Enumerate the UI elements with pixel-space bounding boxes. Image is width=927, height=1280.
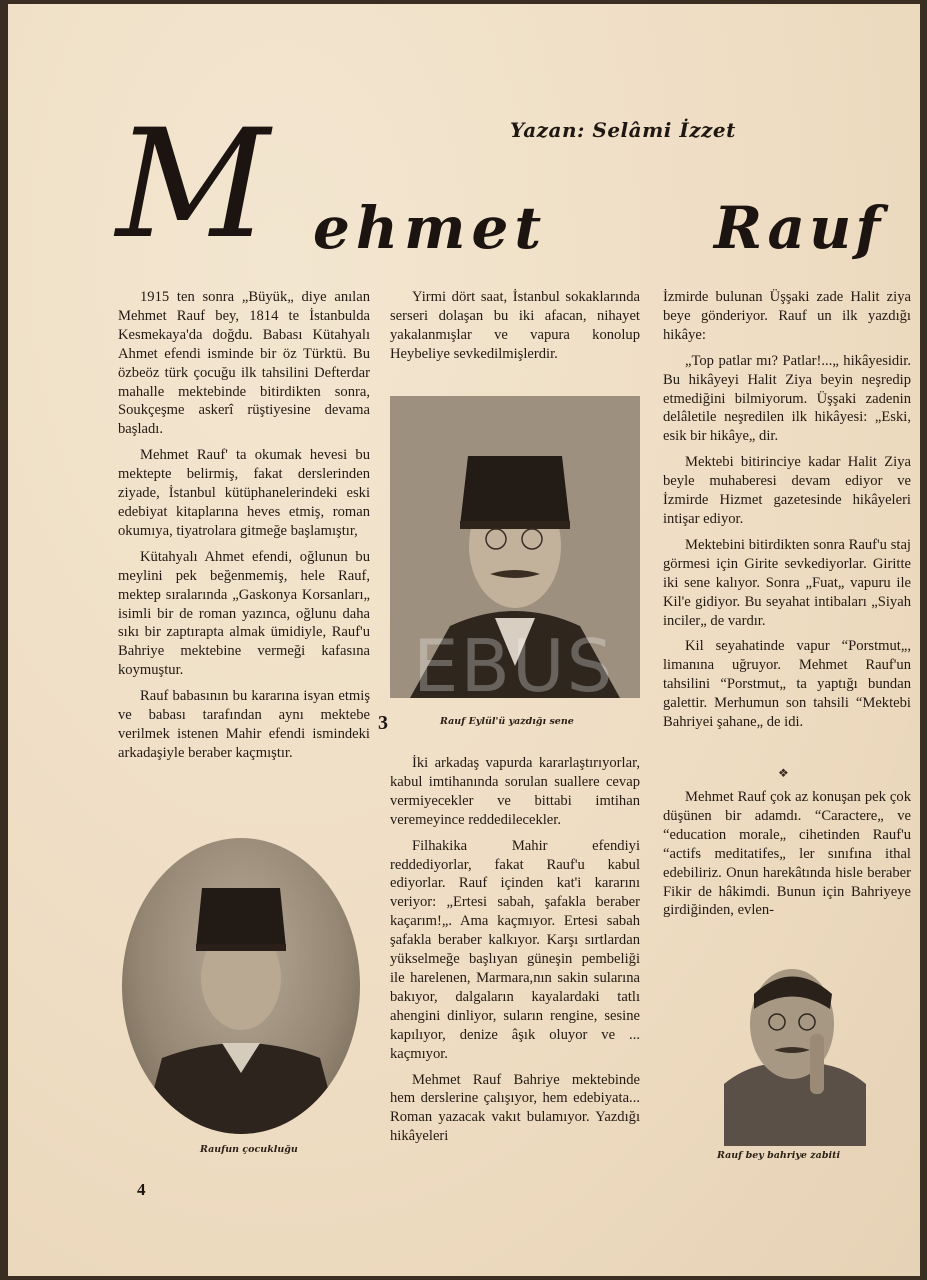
paragraph: Mektebi bitirinciye kadar Halit Ziya beyle muhaberesi devam ediyor ve İzmirde Hizmet gazetesinde hikâyeleri intişar ediyor.: [663, 454, 911, 527]
column-3-top: [663, 288, 911, 739]
officer-figure: [714, 954, 876, 1146]
page-number: 4: [137, 1180, 146, 1199]
childhood-photo: [122, 838, 360, 1134]
paragraph: „Top patlar mı? Patlar!...„ hikâyesidir. Bu hikâyeyi Halit Ziya beyin neşredip etmediğini bilmiyorum. Üşşaki zadenin delâletile neşredilen ilk hikâyesi: „Eski, esik bir hikâye„ dir.: [663, 352, 911, 445]
paragraph: Kütahyalı Ahmet efendi, oğlunun bu meylini pek beğenmemiş, hele Rauf, mektep sıralarında „Gaskonya Korsanları„ isimli bir de roman yazınca, oğlunu daha sıkı bir zaptırapta almak ümidiyle, Rauf'u Bahriye mektebine vermeği kafasına koymuştur.: [118, 548, 370, 679]
paragraph: Mehmet Rauf çok az konuşan pek çok düşünen bir adamdı. “Caractere„ ve “education morale„ cihetinden Rauf'u “actifs meditatifes„ ler sınıfına ithal edebiliriz. Onun harekâtında hisle beraber Fikir de hâkimdi. Bunun için Bahriyeye girdiğinden, evlen-: [663, 789, 911, 919]
column-3-bottom: [663, 788, 911, 927]
magazine-page: [8, 4, 920, 1276]
paragraph: İki arkadaş vapurda kararlaştırıyorlar, kabul imtihanında sorulan suallere cevap vermiyecekler ve bittabi imtihan veremeyince reddedilecekler.: [390, 755, 640, 828]
margin-mark: 3: [378, 712, 388, 734]
caption-navy-photo: Rauf bey bahriye zabiti: [717, 1150, 841, 1161]
caption-main-photo: Rauf Eylül'ü yazdığı sene: [440, 716, 574, 727]
caption-child-photo: Raufun çocukluğu: [200, 1144, 298, 1155]
paragraph: Mektebini bitirdikten sonra Rauf'u staj görmesi için Girite sevkediyorlar. Giritte iki sene kalıyor. Sonra „Fuat„ vapuru ile Kil'e gidiyor. Bu seyahat intibaları „Siyah inciler„ de vardır.: [663, 536, 911, 629]
navy-officer-photo: [714, 954, 876, 1146]
column-1: [118, 288, 370, 770]
paragraph: 1915 ten sonra „Büyük„ diye anılan Mehmet Rauf bey, 1814 te İstanbulda Kesmekaya'da doğdu. Babası Kütahyalı Ahmet efendi isminde bir öz Türktü. Bu özbeöz türk çocuğu ilk tahsilini Defterdar mahalle mektebinde bitirdikten sonra, Soukçeşme askerî rüştiyesine devama başladı.: [118, 289, 370, 438]
child-figure: [122, 838, 360, 1134]
paragraph: Mehmet Rauf Bahriye mektebinde hem derslerine çalışıyor, hem edebiyata... Roman yazacak vakıt bulamıyor. Yazdığı hikâyeleri: [390, 1071, 640, 1145]
column-2-bottom: [390, 754, 640, 1153]
paragraph: Kil seyahatinde vapur “Porstmut„, limanına uğruyor. Mehmet Rauf'un tahsilini “Porstmut„ ta yaptığı bundan galettir. Merhumun son tahsili “Mektebi Bahriyei şahane„ de idi.: [663, 638, 911, 731]
paragraph: Yirmi dört saat, İstanbul sokaklarında serseri dolaşan bu iki afacan, nihayet yakalanmışlar ve vapura konolup Heybeliye sevkedilmişlerdir.: [390, 289, 640, 362]
byline: Yazan: Selâmi İzzet: [510, 118, 736, 142]
watermark: EBUS: [413, 624, 615, 708]
paragraph: İzmirde bulunan Üşşaki zade Halit ziya beye gönderiyor. Rauf un ilk yazdığı hikâye:: [663, 289, 911, 343]
title-last-name: Rauf: [714, 194, 885, 262]
section-ornament: ❖: [778, 766, 789, 780]
paragraph: Rauf babasının bu kararına isyan etmiş ve babası tarafından aynı mektebe verilmek istenen Mahir efendi ismindeki arkadaşiyle beraber kaçmıştır.: [118, 688, 370, 761]
title-initial: M: [116, 98, 270, 272]
paragraph: Mehmet Rauf' ta okumak hevesi bu mektepte belirmiş, fakat derslerinden ziyade, İstanbul kütüphanelerindeki eski edebiyat kitaplarına heves etmiş, roman okumıya, tiyatrolara gitmeğe başlamıştır,: [118, 447, 370, 539]
paragraph: Filhakika Mahir efendiyi reddediyorlar, fakat Rauf'u kabul ediyorlar. Rauf içinden kat'i kararını veriyor: „Ertesi sabah, şafakla beraber kaçarım!„. Ama kaçmıyor. Ertesi sabah şafakla beraber kalkıyor. Karşı sırtlardan yükselmeğe başlıyan güneşin pembeliği ile harelenen, Marmara,nın sakin sularına bakıyor, dalgaların kayalardaki tatlı ahengini dinliyor, suların rengine, sesine kapılıyor, denize âşık oluyor ve ... kaçmıyor.: [390, 837, 640, 1062]
column-2-top: [390, 288, 640, 371]
title-first-name: ehmet: [313, 194, 548, 262]
